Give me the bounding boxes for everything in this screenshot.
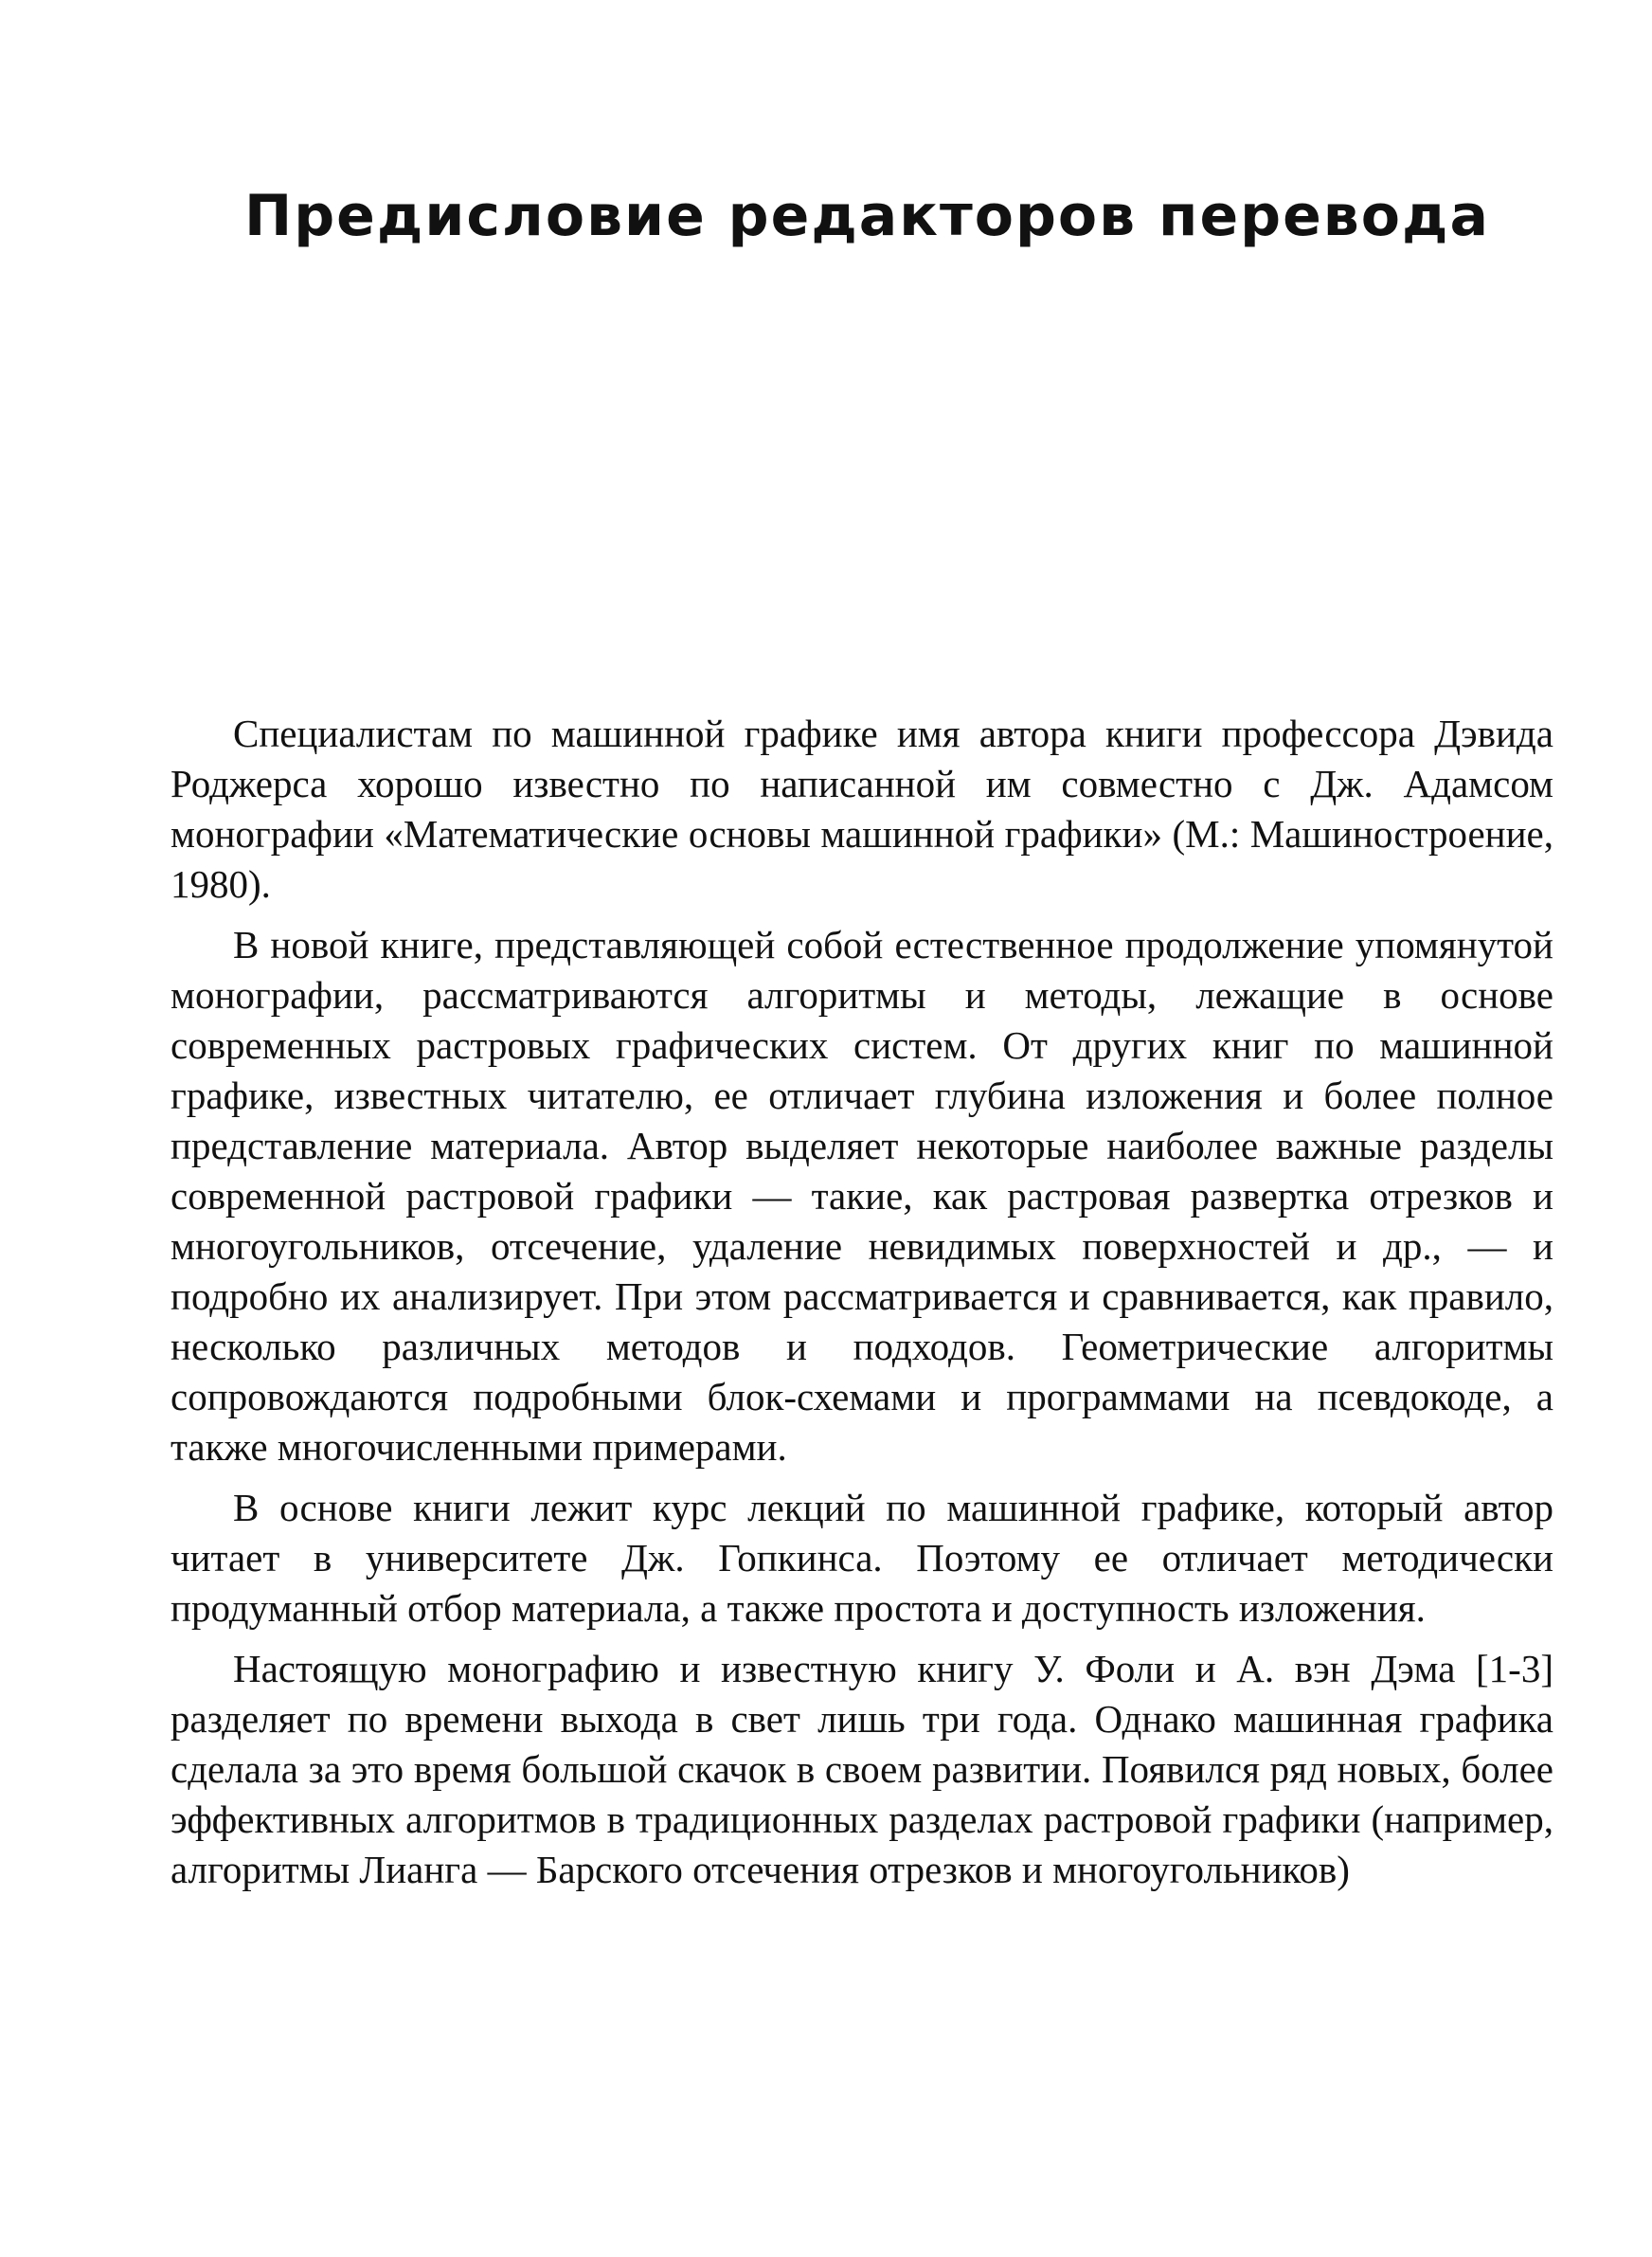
body-text — [171, 709, 1553, 1905]
paragraph-1: Специалистам по машинной графике имя автора книги профессора Дэвида Роджерса хорошо известно по написанной им совместно с Дж. Адамсом монографии «Математические основы машинной графики» (М.: Машиностроение, 1980). — [171, 712, 1553, 906]
paragraph-2: В новой книге, представляющей собой естественное продолжение упомянутой монографии, рассматриваются алгоритмы и методы, лежащие в основе современных растровых графических систем. От других книг по машинной графике, известных читателю, ее отличает глубина изложения и более полное представление материала. Автор выделяет некоторые наиболее важные разделы современной растровой графики — такие, как растровая развертка отрезков и многоугольников, отсечение, удаление невидимых поверхностей и др., — и подробно их анализирует. При этом рассматривается и сравнивается, как правило, несколько различных методов и подходов. Геометрические алгоритмы сопровождаются подробными блок-схемами и программами на псевдокоде, а также многочисленными примерами. — [171, 923, 1553, 1469]
paragraph-4: Настоящую монографию и известную книгу У. Фоли и А. вэн Дэма [1-3] разделяет по времени выхода в свет лишь три года. Однако машинная графика сделала за это время большой скачок в своем развитии. Появился ряд новых, более эффективных алгоритмов в традиционных разделах растровой графики (например, алгоритмы Лианга — Барского отсечения отрезков и многоугольников) — [171, 1647, 1553, 1891]
page-title: Предисловие редакторов перевода — [244, 183, 1490, 249]
paragraph-3: В основе книги лежит курс лекций по машинной графике, который автор читает в университете Дж. Гопкинса. Поэтому ее отличает методически продуманный отбор материала, а также простота и доступность изложения. — [171, 1486, 1553, 1630]
